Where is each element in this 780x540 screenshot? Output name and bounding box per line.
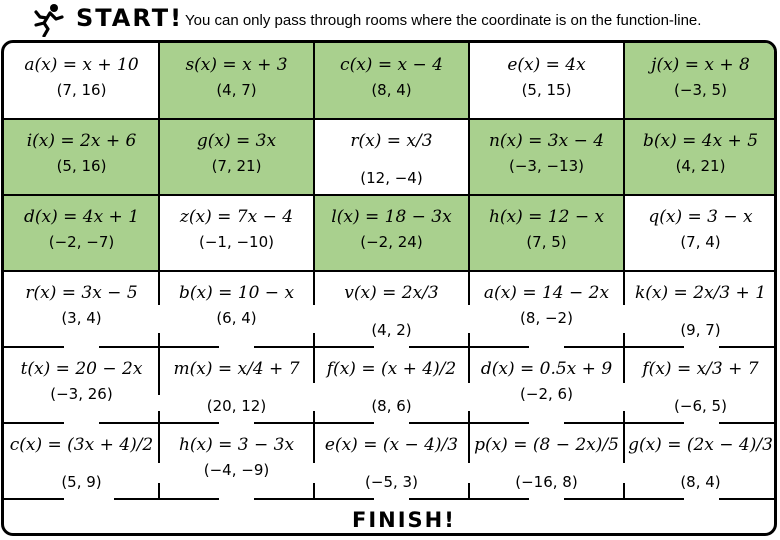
function-label: r(x) = x/3	[350, 131, 433, 151]
coordinate-label: (−4, −9)	[203, 461, 270, 479]
coordinate-label: (5, 16)	[56, 157, 107, 175]
function-label: z(x) = 7x − 4	[179, 207, 294, 227]
function-label: b(x) = 10 − x	[178, 283, 295, 303]
coordinate-label: (−1, −10)	[198, 233, 274, 251]
coordinate-label: (8, 6)	[371, 397, 412, 415]
function-label: r(x) = 3x − 5	[25, 283, 138, 303]
coordinate-label: (4, 7)	[216, 81, 257, 99]
function-label: a(x) = x + 10	[24, 55, 139, 75]
maze-frame	[1, 40, 777, 536]
coordinate-label: (7, 4)	[680, 233, 721, 251]
function-label: g(x) = (2x − 4)/3	[628, 435, 773, 455]
coordinate-label: (−5, 3)	[365, 473, 418, 491]
function-label: g(x) = 3x	[196, 131, 277, 151]
function-label: b(x) = 4x + 5	[642, 131, 759, 151]
function-label: n(x) = 3x − 4	[488, 131, 605, 151]
coordinate-label: (7, 21)	[211, 157, 262, 175]
coordinate-label: (−3, 26)	[50, 385, 113, 403]
start-label: START!	[76, 4, 184, 32]
function-label: i(x) = 2x + 6	[26, 131, 137, 151]
coordinate-label: (7, 16)	[56, 81, 107, 99]
coordinate-label: (−3, 5)	[674, 81, 727, 99]
function-label: a(x) = 14 − 2x	[483, 283, 610, 303]
function-label: e(x) = (x − 4)/3	[324, 435, 459, 455]
function-label: e(x) = 4x	[507, 55, 586, 75]
function-label: s(x) = x + 3	[185, 55, 288, 75]
coordinate-label: (12, −4)	[360, 169, 423, 187]
running-person-icon	[30, 3, 66, 37]
coordinate-label: (8, 4)	[680, 473, 721, 491]
coordinate-label: (4, 2)	[371, 321, 412, 339]
coordinate-label: (5, 15)	[521, 81, 572, 99]
function-label: d(x) = 0.5x + 9	[480, 359, 613, 379]
coordinate-label: (−16, 8)	[515, 473, 578, 491]
coordinate-label: (3, 4)	[61, 309, 102, 327]
coordinate-label: (8, −2)	[520, 309, 573, 327]
function-label: f(x) = x/3 + 7	[642, 359, 759, 379]
function-label: q(x) = 3 − x	[648, 207, 753, 227]
coordinate-label: (7, 5)	[526, 233, 567, 251]
function-label: d(x) = 4x + 1	[23, 207, 140, 227]
coordinate-label: (6, 4)	[216, 309, 257, 327]
function-label: l(x) = 18 − 3x	[331, 207, 452, 227]
finish-label: FINISH!	[352, 508, 456, 532]
function-label: h(x) = 12 − x	[488, 207, 605, 227]
coordinate-label: (20, 12)	[206, 397, 267, 415]
maze-walls	[4, 43, 777, 536]
function-label: k(x) = 2x/3 + 1	[634, 283, 767, 303]
coordinate-label: (−2, 24)	[360, 233, 423, 251]
coordinate-label: (8, 4)	[371, 81, 412, 99]
coordinate-label: (−6, 5)	[674, 397, 727, 415]
instruction-text: You can only pass through rooms where the coordinate is on the function-line.	[185, 12, 702, 29]
function-label: c(x) = x − 4	[340, 55, 443, 75]
coordinate-label: (−2, 6)	[520, 385, 573, 403]
function-label: c(x) = (3x + 4)/2	[9, 435, 154, 455]
coordinate-label: (5, 9)	[61, 473, 102, 491]
function-label: p(x) = (8 − 2x)/5	[474, 435, 619, 455]
coordinate-label: (9, 7)	[680, 321, 721, 339]
function-label: f(x) = (x + 4)/2	[326, 359, 457, 379]
header	[0, 0, 780, 40]
function-label: m(x) = x/4 + 7	[173, 359, 300, 379]
function-label: h(x) = 3 − 3x	[178, 435, 295, 455]
coordinate-label: (−2, −7)	[48, 233, 115, 251]
coordinate-label: (−3, −13)	[508, 157, 584, 175]
function-label: j(x) = x + 8	[651, 55, 750, 75]
coordinate-label: (4, 21)	[675, 157, 726, 175]
function-label: v(x) = 2x/3	[344, 283, 439, 303]
function-label: t(x) = 20 − 2x	[20, 359, 143, 379]
